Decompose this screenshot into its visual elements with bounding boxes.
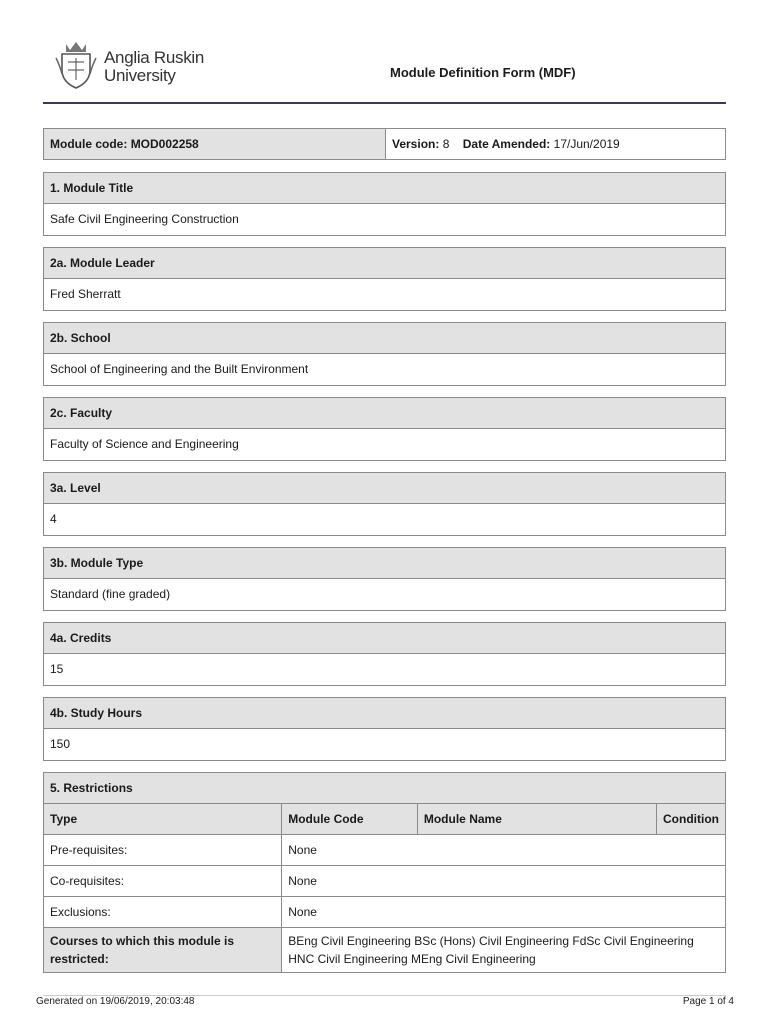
section-restrictions [43, 772, 726, 973]
section-heading: 1. Module Title [44, 173, 725, 204]
restriction-type: Pre-requisites: [44, 835, 282, 866]
logo-line-2: University [104, 66, 176, 85]
section-heading: 3a. Level [44, 473, 725, 504]
section-module-type [43, 547, 726, 611]
restriction-value: None [282, 835, 725, 866]
table-row [44, 897, 725, 928]
restriction-value: None [282, 897, 725, 928]
section-value: Faculty of Science and Engineering [50, 437, 239, 451]
restriction-value: None [282, 866, 725, 897]
section-heading: 2c. Faculty [44, 398, 725, 429]
table-row [44, 928, 725, 973]
restriction-type: Exclusions: [44, 897, 282, 928]
restrictions-table [44, 804, 725, 972]
version-info [386, 129, 725, 159]
column-header-module-name: Module Name [417, 804, 656, 835]
university-logo [54, 40, 214, 90]
header-divider [43, 102, 726, 104]
section-value: Safe Civil Engineering Construction [50, 212, 239, 226]
module-code-value: MOD002258 [130, 137, 199, 151]
date-amended-value: 17/Jun/2019 [553, 137, 620, 151]
section-school [43, 322, 726, 386]
section-level [43, 472, 726, 536]
version-value: 8 [442, 137, 450, 151]
table-header-row [44, 804, 725, 835]
column-header-condition: Condition [657, 804, 725, 835]
section-value: 150 [50, 737, 71, 751]
section-value: Fred Sherratt [50, 287, 121, 301]
module-code-label: Module code: [50, 137, 128, 151]
table-row [44, 866, 725, 897]
module-code-box [43, 128, 726, 160]
section-credits [43, 622, 726, 686]
section-module-leader [43, 247, 726, 311]
logo-line-1: Anglia Ruskin [104, 48, 205, 67]
section-value: School of Engineering and the Built Environment [50, 362, 309, 376]
crest-icon [54, 40, 98, 90]
restriction-type: Co-requisites: [44, 866, 282, 897]
section-value: 15 [50, 662, 64, 676]
column-header-module-code: Module Code [282, 804, 418, 835]
section-value: 4 [50, 512, 57, 526]
generated-timestamp: Generated on 19/06/2019, 20:03:48 [36, 996, 195, 1007]
restricted-courses-label: Courses to which this module is restricted: [44, 928, 282, 973]
section-heading: 4b. Study Hours [44, 698, 725, 729]
section-heading: 3b. Module Type [44, 548, 725, 579]
column-header-type: Type [44, 804, 282, 835]
table-row [44, 835, 725, 866]
section-module-title [43, 172, 726, 236]
section-faculty [43, 397, 726, 461]
section-value: Standard (fine graded) [50, 587, 171, 601]
page-number: Page 1 of 4 [682, 996, 734, 1007]
section-heading: 2a. Module Leader [44, 248, 725, 279]
section-heading: 2b. School [44, 323, 725, 354]
document-title: Module Definition Form (MDF) [390, 65, 576, 80]
version-label: Version: [392, 137, 440, 151]
restricted-courses-value: BEng Civil Engineering BSc (Hons) Civil Engineering FdSc Civil Engineering HNC Civil Engineering MEng Civil Engineering [282, 928, 725, 973]
section-heading: 4a. Credits [44, 623, 725, 654]
section-heading: 5. Restrictions [44, 773, 725, 804]
module-code [44, 129, 386, 159]
section-study-hours [43, 697, 726, 761]
date-amended-label: Date Amended: [462, 137, 551, 151]
